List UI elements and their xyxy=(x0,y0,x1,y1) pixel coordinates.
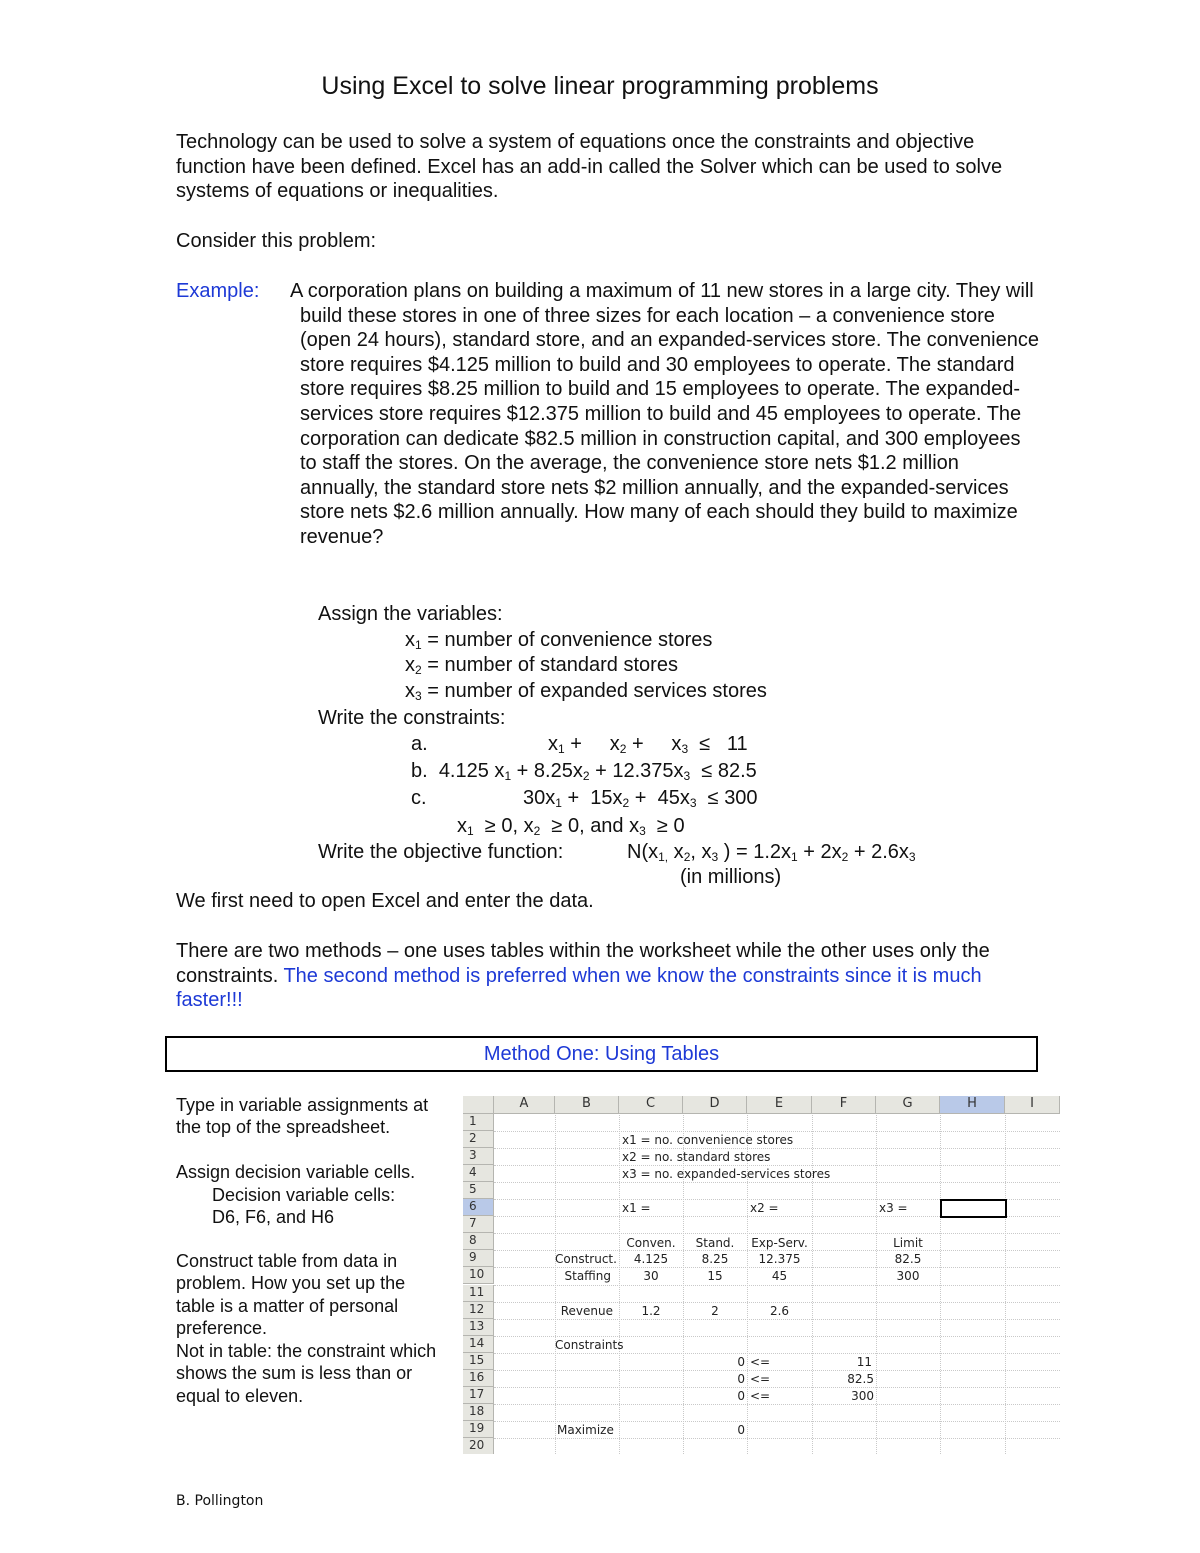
methods-paragraph xyxy=(176,939,1036,1013)
cell-c4[interactable]: x3 = no. expanded-services stores xyxy=(622,1167,831,1181)
cell-b12[interactable]: Revenue xyxy=(560,1304,613,1318)
cell-c2[interactable]: x1 = no. convenience stores xyxy=(622,1133,794,1147)
cell-g9[interactable]: 82.5 xyxy=(894,1252,922,1266)
constraint-a: $x_1$ + $x_2$ + $x_3 \le 11$ xyxy=(548,733,748,756)
row-header-2[interactable]: 2 xyxy=(463,1131,494,1148)
row-header-7[interactable]: 7 xyxy=(463,1216,494,1233)
constraint-a-label: a. xyxy=(411,733,428,755)
constraint-b: b. 4.125 $x_1 + 8.25x_2 + 12.375x_3 \le 82.5$ xyxy=(411,760,757,783)
example-label: Example: xyxy=(176,280,260,302)
row-header-8[interactable]: 8 xyxy=(463,1233,494,1250)
methods-text: There are two methods – one uses tables within the worksheet while the other uses only the constraints. xyxy=(176,940,990,987)
cell-g8[interactable]: Limit xyxy=(893,1236,923,1250)
nonnegativity-constraint: $x_1 \ge 0$, $x_2 \ge 0$, and $x_3 \ge 0$ xyxy=(457,815,685,838)
constraints-heading: Write the constraints: xyxy=(318,707,506,729)
cell-c9[interactable]: 4.125 xyxy=(633,1252,669,1266)
objective-heading: Write the objective function: xyxy=(318,841,564,863)
cell-c10[interactable]: 30 xyxy=(643,1269,659,1283)
row-header-12[interactable]: 12 xyxy=(463,1302,494,1319)
column-header-b[interactable]: B xyxy=(555,1096,619,1114)
intro-paragraph: Technology can be used to solve a system of equations once the constraints and objective function have been defined. Excel has an add-in called the Solver which can be used to solve systems of equations or inequalities. xyxy=(176,131,1003,203)
footer-author: B. Pollington xyxy=(176,1493,264,1509)
row-header-17[interactable]: 17 xyxy=(463,1387,494,1404)
variable-x1: $x_1$ = number of convenience stores xyxy=(405,629,713,652)
cell-d17[interactable]: 0 xyxy=(737,1389,745,1403)
column-header-e[interactable]: E xyxy=(747,1096,812,1114)
cell-e16[interactable]: <= xyxy=(750,1372,771,1386)
assign-heading: Assign the variables: xyxy=(318,603,503,625)
row-header-5[interactable]: 5 xyxy=(463,1182,494,1199)
page-title: Using Excel to solve linear programming problems xyxy=(321,72,879,100)
cell-d10[interactable]: 15 xyxy=(707,1269,723,1283)
column-header-h[interactable]: H xyxy=(940,1096,1005,1114)
row-header-4[interactable]: 4 xyxy=(463,1165,494,1182)
column-header-g[interactable]: G xyxy=(876,1096,940,1114)
row-header-19[interactable]: 19 xyxy=(463,1421,494,1438)
cell-e10[interactable]: 45 xyxy=(771,1269,788,1283)
row-header-18[interactable]: 18 xyxy=(463,1404,494,1421)
cell-d19[interactable]: 0 xyxy=(737,1423,745,1437)
side-note-3: Construct table from data in problem. How you set up the table is a matter of personal preference. xyxy=(176,1251,406,1339)
cell-f15[interactable]: 11 xyxy=(856,1355,872,1369)
cell-g6[interactable]: x3 = xyxy=(879,1201,908,1215)
column-header-i[interactable]: I xyxy=(1005,1096,1060,1114)
row-header-1[interactable]: 1 xyxy=(463,1114,494,1131)
cell-c3[interactable]: x2 = no. standard stores xyxy=(622,1150,771,1164)
cell-d8[interactable]: Stand. xyxy=(695,1236,735,1250)
cell-e6[interactable]: x2 = xyxy=(750,1201,779,1215)
column-header-d[interactable]: D xyxy=(683,1096,747,1114)
row-header-14[interactable]: 14 xyxy=(463,1336,494,1353)
objective-function: $N(x_{1,}$ $x_2$, $x_3$ ) = $1.2x_1 + 2x_2 + 2.6x_3$ xyxy=(627,841,916,864)
cell-e12[interactable]: 2.6 xyxy=(769,1304,790,1318)
row-header-9[interactable]: 9 xyxy=(463,1250,494,1267)
row-header-6[interactable]: 6 xyxy=(463,1199,494,1216)
corner-header[interactable] xyxy=(463,1096,494,1114)
row-header-16[interactable]: 16 xyxy=(463,1370,494,1387)
row-header-3[interactable]: 3 xyxy=(463,1148,494,1165)
cell-e9[interactable]: 12.375 xyxy=(758,1252,801,1266)
cell-e8[interactable]: Exp-Serv. xyxy=(751,1236,808,1250)
cell-g10[interactable]: 300 xyxy=(896,1269,920,1283)
column-header-f[interactable]: F xyxy=(812,1096,876,1114)
cell-f17[interactable]: 300 xyxy=(851,1389,874,1403)
cell-e17[interactable]: <= xyxy=(750,1389,771,1403)
first-step-text: We first need to open Excel and enter the data. xyxy=(176,890,594,912)
column-header-c[interactable]: C xyxy=(619,1096,683,1114)
column-header-a[interactable]: A xyxy=(494,1096,555,1114)
cell-c8[interactable]: Conven. xyxy=(626,1236,676,1250)
row-header-10[interactable]: 10 xyxy=(463,1267,494,1284)
constraint-c-label: c. xyxy=(411,787,427,809)
cell-d9[interactable]: 8.25 xyxy=(701,1252,729,1266)
method-one-title: Method One: Using Tables xyxy=(165,1036,1038,1072)
example-text: A corporation plans on building a maximum of 11 new stores in a large city. They will build these stores in one of three sizes for each location – a convenience store (open 24 hours), standard store, and an expanded-services store. The convenience store requires $4.125 million to build and 30 employees to operate. The standard store requires $8.25 million to build and 15 employees to operate. The expanded-services store requires $12.375 million to build and 45 employees to operate. The corporation can dedicate $82.5 million in construction capital, and 300 employees to staff the stores. On the average, the convenience store nets $1.2 million annually, the standard store nets $2 million annually, and the expanded-services store nets $2.6 million annually. How many of each should they build to maximize revenue? xyxy=(290,280,1039,548)
excel-spreadsheet xyxy=(463,1096,1060,1454)
cell-b9[interactable]: Construct. xyxy=(555,1252,617,1266)
side-note-2-sub1: Decision variable cells: xyxy=(212,1185,396,1205)
cell-d16[interactable]: 0 xyxy=(737,1372,745,1386)
cell-d15[interactable]: 0 xyxy=(737,1355,745,1369)
row-header-13[interactable]: 13 xyxy=(463,1319,494,1336)
constraint-c: $30x_1 + 15x_2 + 45x_3 \le 300$ xyxy=(523,787,758,810)
cell-b19[interactable]: Maximize xyxy=(557,1423,614,1437)
side-note-4: Not in table: the constraint which shows the sum is less than or equal to eleven. xyxy=(176,1341,437,1406)
side-note-1: Type in variable assignments at the top of the spreadsheet. xyxy=(176,1095,429,1138)
consider-text: Consider this problem: xyxy=(176,230,377,252)
cell-c6[interactable]: x1 = xyxy=(622,1201,651,1215)
cell-b10[interactable]: Staffing xyxy=(564,1269,611,1283)
active-cell-h6[interactable] xyxy=(940,1199,1007,1218)
cell-d12[interactable]: 2 xyxy=(711,1304,719,1318)
variable-x3: $x_3$ = number of expanded services stores xyxy=(405,680,767,703)
objective-units: (in millions) xyxy=(680,866,782,888)
variable-x2: $x_2$ = number of standard stores xyxy=(405,654,678,677)
cell-b14[interactable]: Constraints xyxy=(555,1338,624,1352)
methods-highlight: The second method is preferred when we know the constraints since it is much faster!!! xyxy=(176,964,982,1012)
cell-f16[interactable]: 82.5 xyxy=(847,1372,874,1386)
row-header-11[interactable]: 11 xyxy=(463,1285,494,1302)
cell-c12[interactable]: 1.2 xyxy=(641,1304,661,1318)
row-header-20[interactable]: 20 xyxy=(463,1438,494,1454)
cell-e15[interactable]: <= xyxy=(750,1355,771,1369)
side-note-2: Assign decision variable cells. xyxy=(176,1162,416,1182)
row-header-15[interactable]: 15 xyxy=(463,1353,494,1370)
side-note-2-sub2: D6, F6, and H6 xyxy=(212,1207,335,1227)
